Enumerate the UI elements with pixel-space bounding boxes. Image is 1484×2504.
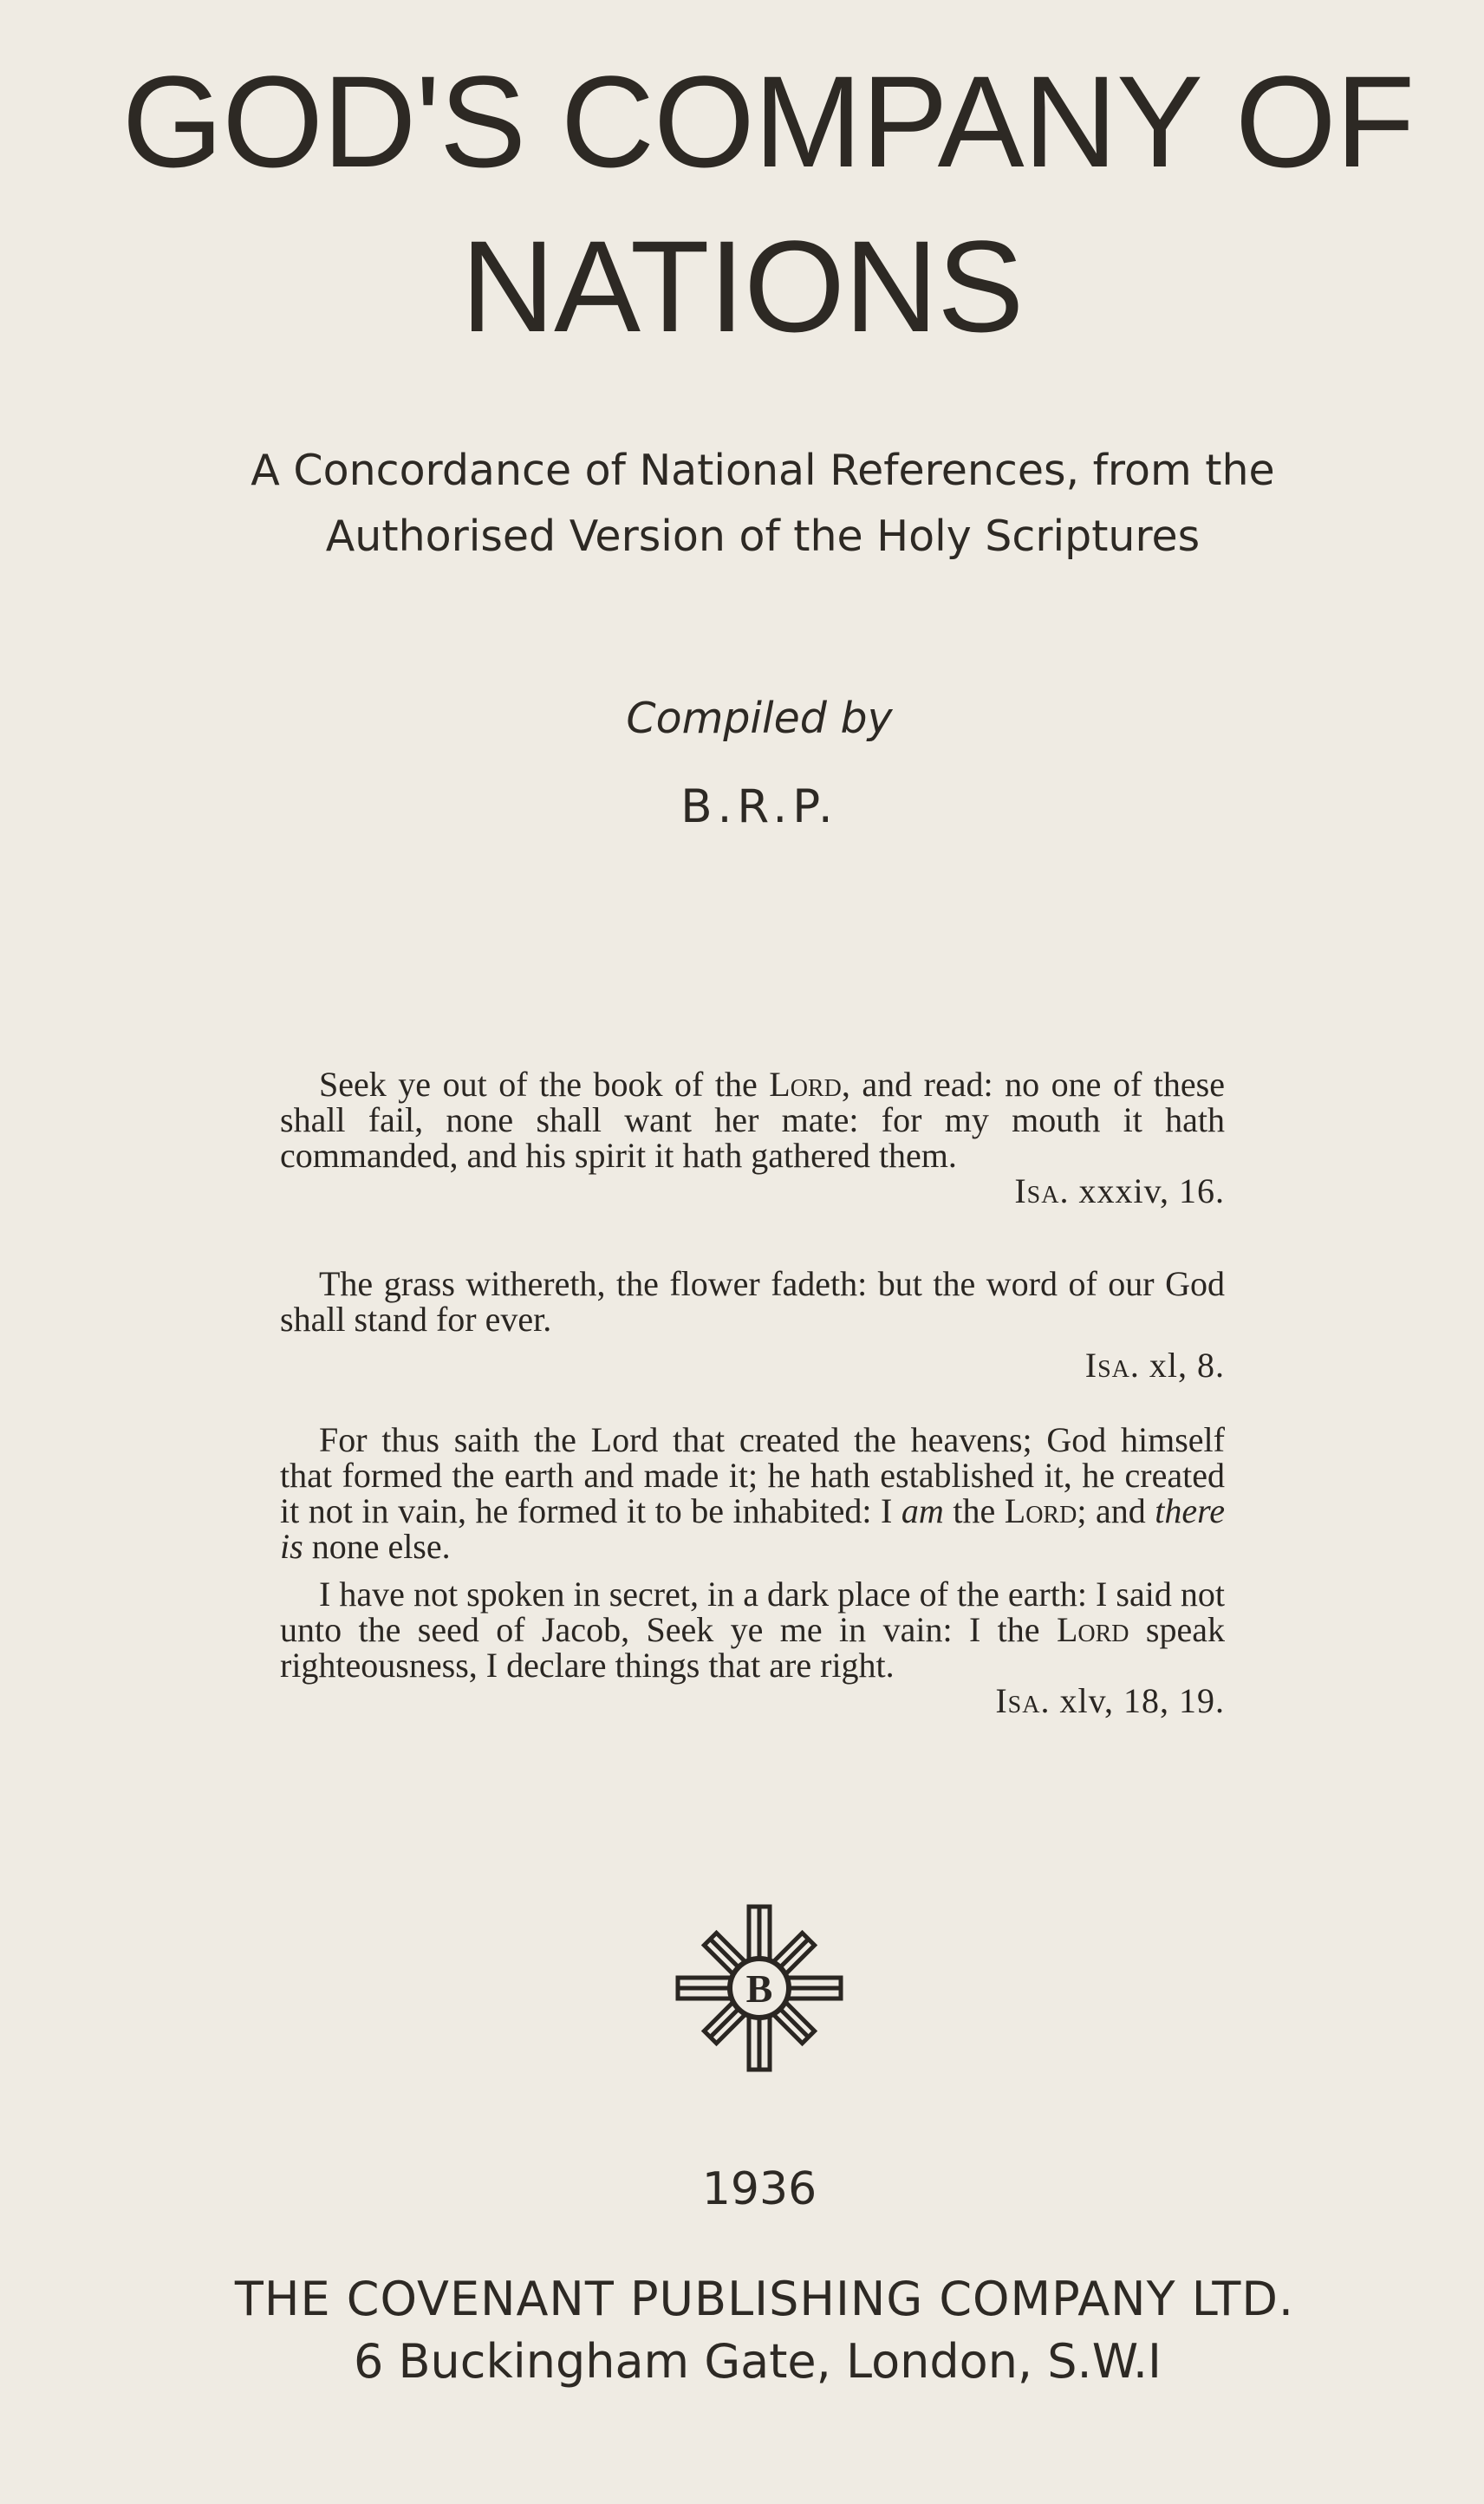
- quote-text: The grass withereth, the flower fadeth: but the word of our God shall stand for ever.: [280, 1264, 1225, 1339]
- scripture-quote-3: [280, 1422, 1225, 1718]
- scripture-reference: Isa. xl, 8.: [1084, 1346, 1225, 1385]
- scripture-quote-1: [280, 1066, 1225, 1209]
- publisher-emblem-icon: [674, 1903, 844, 2073]
- quote-text: For thus saith the Lord that created the heavens; God himself that formed the earth and made it; he hath established it, he created it not in vain, he formed it to be inhabited: I am the Lord; and there is none else.: [280, 1420, 1225, 1566]
- quote-text: Seek ye out of the book of the Lord, and read: no one of these shall fail, none shall want her mate: for my mouth it hath commanded, and his spirit it hath gathered them.: [280, 1065, 1225, 1175]
- subtitle-line-1: A Concordance of National References, from the: [251, 446, 1275, 495]
- compiled-by-label: Compiled by: [626, 694, 893, 743]
- compiler-initials: B.R.P.: [680, 780, 838, 833]
- scripture-reference: Isa. xxxiv, 16.: [1014, 1171, 1225, 1210]
- svg-text:B: B: [745, 1966, 773, 2011]
- book-title-line-1: GOD'S COMPANY OF: [121, 49, 1415, 194]
- scripture-reference: Isa. xlv, 18, 19.: [995, 1681, 1225, 1720]
- book-title-line-2: NATIONS: [460, 213, 1024, 359]
- scripture-quote-2: [280, 1266, 1225, 1383]
- book-subtitle: [156, 438, 1370, 570]
- publication-year: 1936: [701, 2163, 817, 2215]
- quote-text: I have not spoken in secret, in a dark place of the earth: I said not unto the seed of Jacob, Seek ye me in vain: I the Lord speak righteousness, I declare things that are right.: [280, 1575, 1225, 1685]
- publisher-address: 6 Buckingham Gate, London, S.W.I: [353, 2334, 1162, 2389]
- publisher-name: THE COVENANT PUBLISHING COMPANY LTD.: [234, 2272, 1295, 2326]
- subtitle-line-2: Authorised Version of the Holy Scriptures: [325, 512, 1201, 561]
